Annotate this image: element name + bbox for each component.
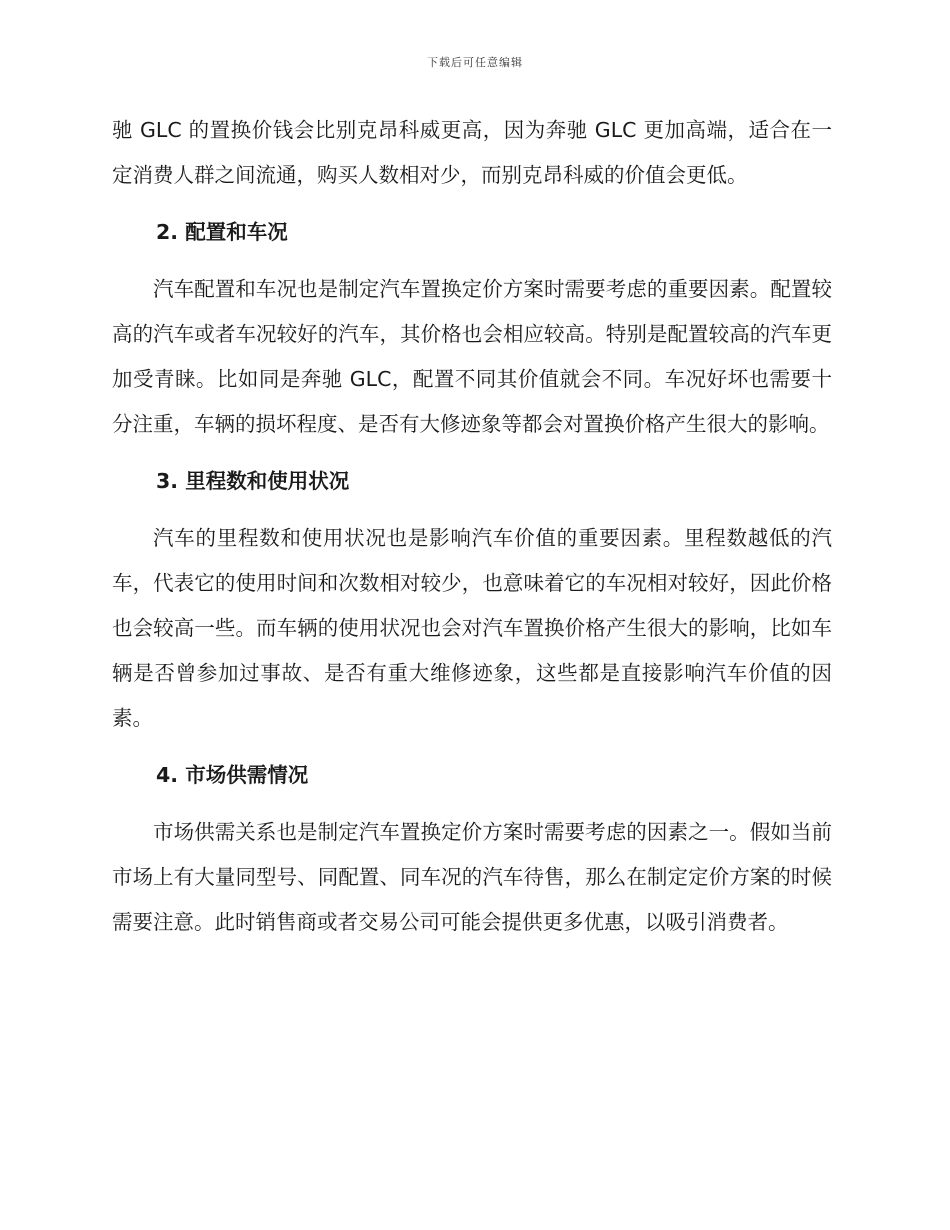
- section-heading-mileage: 3. 里程数和使用状况: [156, 469, 350, 493]
- document-body: [112, 108, 832, 945]
- section-heading-configuration: 2. 配置和车况: [156, 220, 288, 244]
- spacer: [112, 255, 832, 267]
- spacer: [112, 504, 832, 516]
- section-paragraph-market: 市场供需关系也是制定汽车置换定价方案时需要考虑的因素之一。假如当前市场上有大量同型号、同配置、同车况的汽车待售，那么在制定定价方案的时候需要注意。此时销售商或者交易公司可能会提供更多优惠，以吸引消费者。: [112, 820, 832, 934]
- spacer: [112, 447, 832, 459]
- spacer: [112, 798, 832, 810]
- spacer: [112, 198, 832, 210]
- section-paragraph-mileage: 汽车的里程数和使用状况也是影响汽车价值的重要因素。里程数越低的汽车，代表它的使用时间和次数相对较少，也意味着它的车况相对较好，因此价格也会较高一些。而车辆的使用状况也会对汽车置换价格产生很大的影响，比如车辆是否曾参加过事故、是否有重大维修迹象，这些都是直接影响汽车价值的因素。: [112, 526, 832, 730]
- section-paragraph-configuration: 汽车配置和车况也是制定汽车置换定价方案时需要考虑的重要因素。配置较高的汽车或者车况较好的汽车，其价格也会相应较高。特别是配置较高的汽车更加受青睐。比如同是奔驰 GLC，配置不同其价值就会不同。车况好坏也需要十分注重，车辆的损坏程度、是否有大修迹象等都会对置换价格产生很大的影响。: [112, 277, 832, 436]
- section-heading-market: 4. 市场供需情况: [156, 763, 309, 787]
- intro-continuation-paragraph: 驰 GLC 的置换价钱会比别克昂科威更高，因为奔驰 GLC 更加高端，适合在一定消费人群之间流通，购买人数相对少，而别克昂科威的价值会更低。: [112, 118, 832, 187]
- spacer: [112, 741, 832, 753]
- page-header-note: 下载后可任意编辑: [427, 56, 523, 69]
